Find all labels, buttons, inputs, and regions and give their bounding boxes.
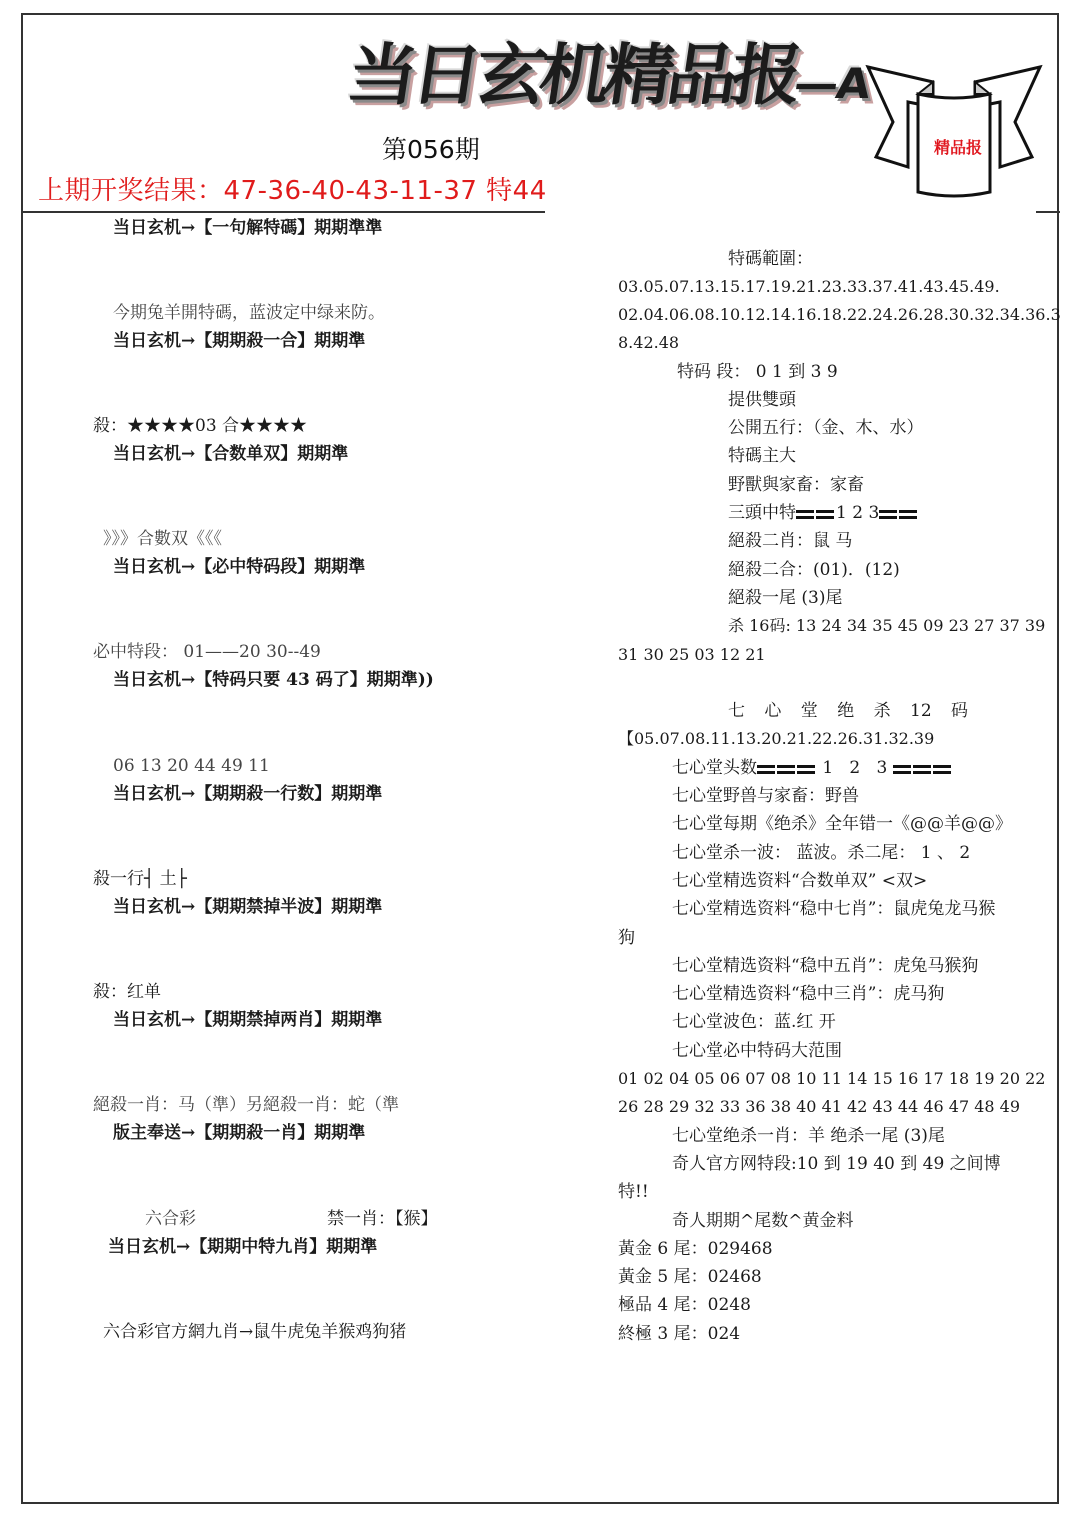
last-draw-result: 上期开奖结果：47-36-40-43-11-37 特44: [38, 176, 547, 206]
info-line: 七心堂精选资料“稳中七肖”：鼠虎兔龙马猴: [672, 899, 996, 919]
info-line: 絕殺一尾 (3)尾: [728, 588, 843, 608]
info-line: 七心堂杀一波： 蓝波。杀二尾： 1 、 2: [672, 843, 971, 863]
section-content: 殺：红单: [93, 982, 161, 1002]
info-line: 杀 16码: 13 24 34 35 45 09 23 27 37 39: [728, 616, 1046, 635]
section-heading: 版主奉送→【期期殺一肖】期期準: [113, 1123, 366, 1143]
info-line: 七心堂波色：蓝.红 开: [672, 1012, 836, 1032]
info-line: 絕殺二合：(01)．(12): [728, 560, 900, 580]
section-content: 殺：★★★★03 合★★★★: [93, 416, 308, 436]
info-line: 七心堂精选资料“稳中三肖”：虎马狗: [672, 984, 945, 1004]
header-divider: [21, 211, 545, 213]
info-line: 31 30 25 03 12 21: [618, 645, 766, 664]
info-line: 奇人官方网特段:10 到 19 40 到 49 之间博: [672, 1154, 1001, 1174]
banner-main-text: 当日玄机精品报: [341, 36, 802, 115]
gold-line: 黃金 6 尾：029468: [618, 1239, 773, 1259]
section-heading: 当日玄机→【必中特码段】期期準: [113, 557, 366, 577]
qxt-title: 七 心 堂 绝 杀 12 码: [728, 701, 969, 721]
section-heading: 当日玄机→【期期殺一行数】期期準: [113, 784, 383, 804]
gold-line: 終極 3 尾：024: [618, 1324, 741, 1344]
section-content: 今期兔羊開特碼，蓝波定中绿来防。: [113, 303, 385, 323]
equals-bars-icon: [796, 503, 836, 525]
qxt-heads-label: 七心堂头数: [672, 758, 757, 778]
range-line: 03.05.07.13.15.17.19.21.23.33.37.41.43.45.49.: [618, 277, 1000, 296]
section-content: 06 13 20 44 49 11: [113, 756, 270, 776]
info-line: 絕殺二肖：鼠 马: [728, 531, 853, 551]
gold-line: 黃金 5 尾：02468: [618, 1267, 762, 1287]
info-line: 特!!: [618, 1182, 649, 1202]
range-line: 02.04.06.08.10.12.14.16.18.22.24.26.28.30.32.34.36.3: [618, 305, 1061, 324]
segment-line: 特码 段： 0 1 到 3 9: [677, 362, 838, 382]
info-line: 狗: [618, 928, 635, 948]
section-content: 禁一肖：【猴】: [327, 1209, 438, 1229]
section-heading: 当日玄机→【合数单双】期期準: [113, 444, 349, 464]
three-heads-value: 1 2 3: [836, 503, 880, 523]
ribbon-badge-icon: [858, 62, 1050, 202]
banner-suffix-text: —A: [790, 60, 873, 109]
info-line: 野獸與家畜：家畜: [728, 475, 864, 495]
gold-line: 極品 4 尾：0248: [618, 1295, 751, 1315]
section-heading: 当日玄机→【期期殺一合】期期準: [113, 331, 366, 351]
three-heads-label: 三頭中特: [728, 503, 796, 523]
section-heading: 当日玄机→【一句解特碼】期期準準: [113, 218, 383, 238]
qxt-heads-value: 1 2 3: [822, 758, 888, 778]
section-heading: 当日玄机→【期期禁掉两肖】期期準: [113, 1010, 383, 1030]
section-content: 六合彩: [145, 1209, 196, 1229]
section-content: 殺一行┤ 土├: [93, 869, 187, 889]
banner-title: [341, 22, 877, 115]
header-divider-right: [1036, 211, 1060, 213]
section-content: 》》》合數双《《《: [103, 529, 222, 549]
equals-bars-icon: [879, 503, 919, 525]
info-line: 七心堂野兽与家畜：野兽: [672, 786, 859, 806]
section-heading: 当日玄机→【期期中特九肖】期期準: [108, 1237, 378, 1257]
section-content: 必中特段： 01——20 30--49: [93, 642, 321, 662]
info-line: 七心堂绝杀一肖：羊 绝杀一尾 (3)尾: [672, 1126, 945, 1146]
info-line: 七心堂精选资料“合数单双” <双>: [672, 871, 928, 891]
section-content: 絕殺一肖：马（準）另絕殺一肖：蛇（準: [93, 1095, 399, 1115]
badge-label: 精品报: [934, 138, 983, 157]
info-line: 七心堂必中特码大范围: [672, 1041, 842, 1061]
info-line: 提供雙頭: [728, 390, 796, 410]
section-heading: 当日玄机→【期期禁掉半波】期期準: [113, 897, 383, 917]
info-line: 特碼主大: [728, 446, 796, 466]
three-heads-line: [728, 502, 919, 525]
big-range-line: 26 28 29 32 33 36 38 40 41 42 43 44 46 47 48 49: [618, 1097, 1021, 1116]
info-line: 七心堂每期《绝杀》全年错一《@@羊@@》: [672, 814, 1012, 834]
section-content: 六合彩官方網九肖→鼠牛虎兔羊猴鸡狗猪: [103, 1322, 407, 1342]
gold-title: 奇人期期^尾数^黄金料: [672, 1211, 854, 1231]
info-line: 公開五行：（金、木、水）: [728, 418, 924, 438]
issue-number: 第056期: [382, 135, 480, 164]
range-line: 8.42.48: [618, 333, 680, 352]
qxt-numbers: 【05.07.08.11.13.20.21.22.26.31.32.39: [618, 729, 935, 748]
qxt-heads-line: [672, 757, 953, 780]
big-range-line: 01 02 04 05 06 07 08 10 11 14 15 16 17 18 19 20 22: [618, 1069, 1046, 1088]
range-title: 特碼範圍：: [728, 249, 813, 269]
equals-bars-icon: [893, 758, 953, 780]
equals-bars-icon: [757, 758, 817, 780]
info-line: 七心堂精选资料“稳中五肖”：虎兔马猴狗: [672, 956, 979, 976]
section-heading: 当日玄机→【特码只要 43 码了】期期準)): [113, 670, 434, 690]
